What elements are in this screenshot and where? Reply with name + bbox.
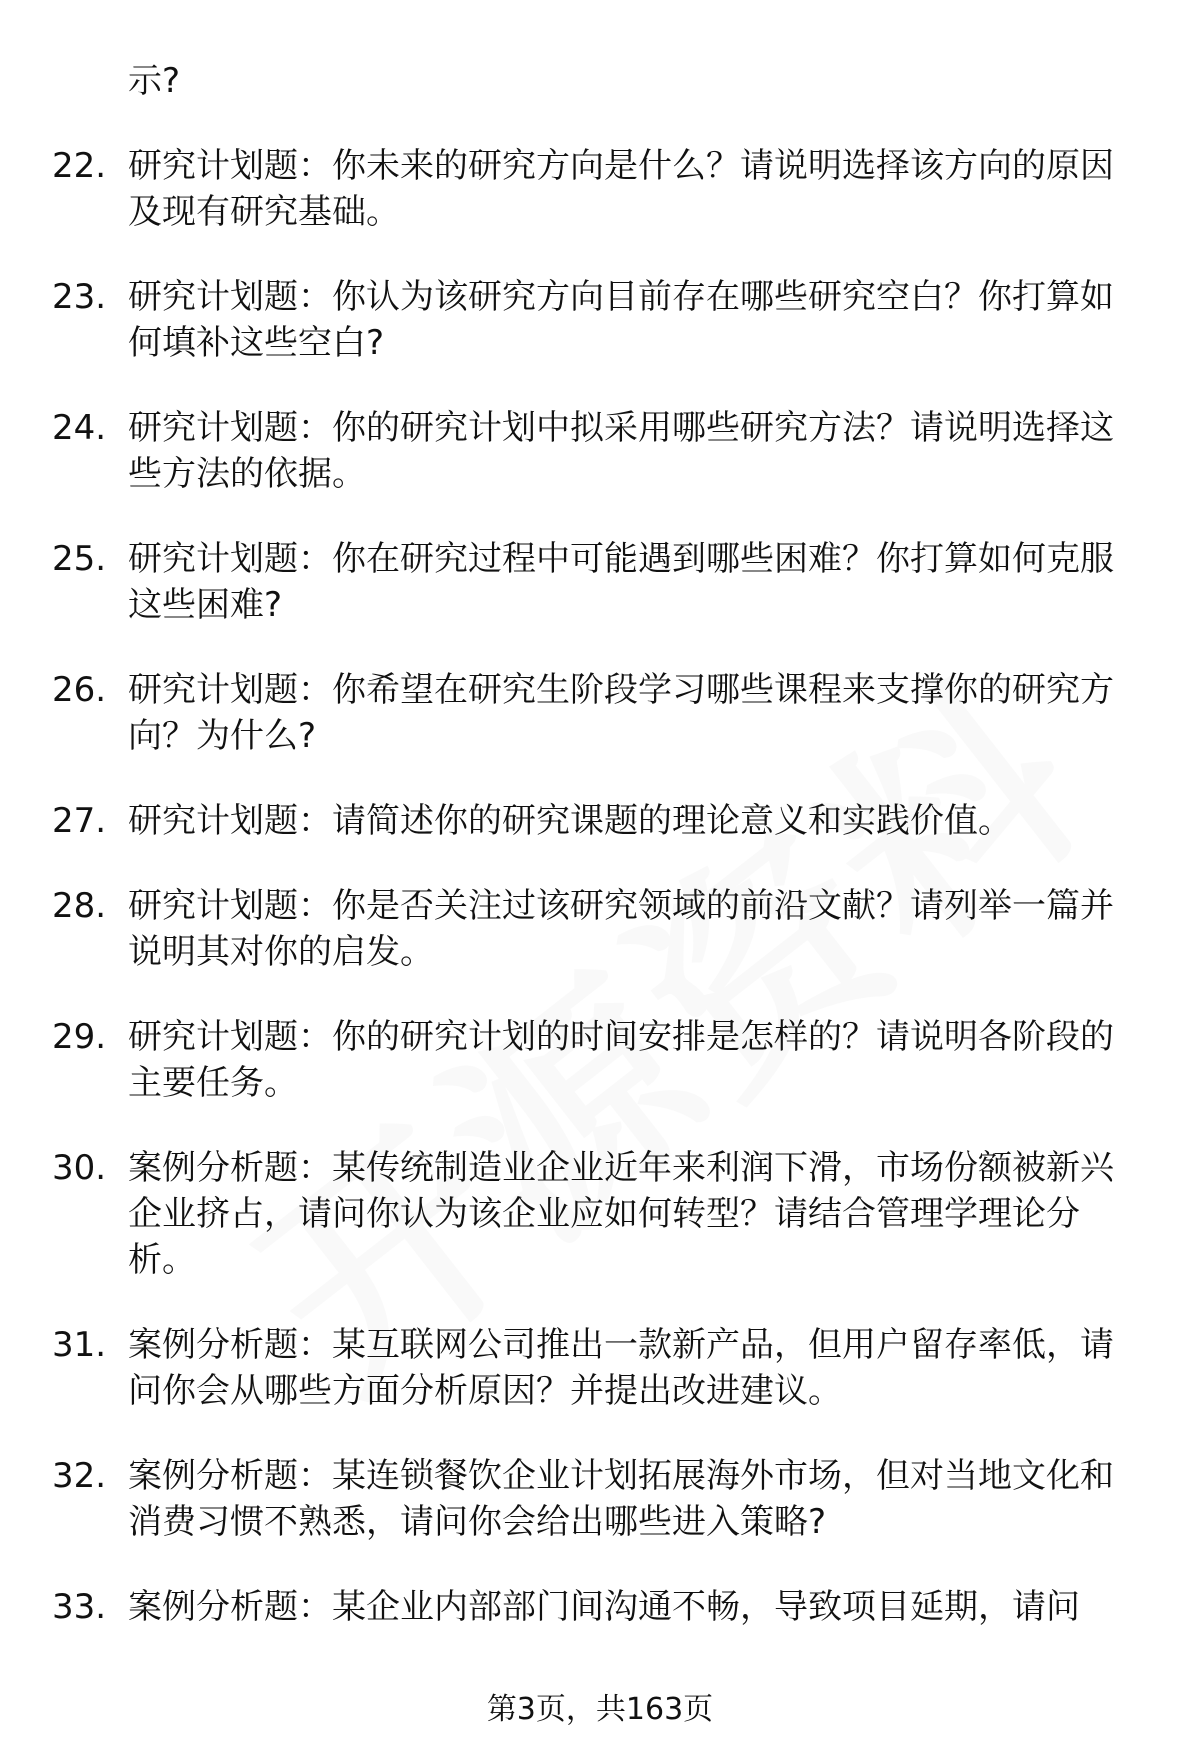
question-item (52, 1453, 1142, 1545)
continuation-text: 示? (128, 61, 181, 101)
question-text: 研究计划题：你是否关注过该研究领域的前沿文献？请列举一篇并说明其对你的启发。 (128, 886, 1114, 972)
page-footer: 第3页，共163页 (486, 1692, 714, 1727)
question-item (52, 667, 1142, 759)
question-item (52, 883, 1142, 975)
question-number: 28. (52, 886, 107, 926)
question-item (52, 274, 1142, 366)
question-list (52, 58, 1142, 1669)
question-item (52, 143, 1142, 235)
question-text: 案例分析题：某连锁餐饮企业计划拓展海外市场，但对当地文化和消费习惯不熟悉，请问你会给出哪些进入策略? (128, 1456, 1114, 1542)
question-item (52, 405, 1142, 497)
question-item (52, 1322, 1142, 1414)
question-text: 案例分析题：某传统制造业企业近年来利润下滑，市场份额被新兴企业挤占，请问你认为该企业应如何转型？请结合管理学理论分析。 (128, 1148, 1114, 1280)
question-number: 24. (52, 408, 107, 448)
question-number: 22. (52, 146, 107, 186)
question-text: 案例分析题：某企业内部部门间沟通不畅，导致项目延期，请问 (128, 1587, 1080, 1627)
question-item (52, 1145, 1142, 1283)
question-number: 27. (52, 801, 107, 841)
question-number: 30. (52, 1148, 107, 1188)
question-number: 26. (52, 670, 107, 710)
question-text: 研究计划题：你认为该研究方向目前存在哪些研究空白？你打算如何填补这些空白? (128, 277, 1114, 363)
question-text: 研究计划题：你希望在研究生阶段学习哪些课程来支撑你的研究方向？为什么? (128, 670, 1114, 756)
question-number: 23. (52, 277, 107, 317)
question-text: 研究计划题：你在研究过程中可能遇到哪些困难？你打算如何克服这些困难? (128, 539, 1114, 625)
question-number: 25. (52, 539, 107, 579)
question-item (52, 536, 1142, 628)
question-item (52, 798, 1142, 844)
question-text: 研究计划题：你的研究计划的时间安排是怎样的？请说明各阶段的主要任务。 (128, 1017, 1114, 1103)
question-number: 33. (52, 1587, 107, 1627)
question-text: 案例分析题：某互联网公司推出一款新产品，但用户留存率低，请问你会从哪些方面分析原因？并提出改进建议。 (128, 1325, 1114, 1411)
question-number: 29. (52, 1017, 107, 1057)
question-number: 32. (52, 1456, 107, 1496)
question-text: 研究计划题：请简述你的研究课题的理论意义和实践价值。 (128, 801, 1012, 841)
question-item (52, 1014, 1142, 1106)
question-text: 研究计划题：你未来的研究方向是什么？请说明选择该方向的原因及现有研究基础。 (128, 146, 1114, 232)
question-item (52, 1584, 1142, 1630)
question-number: 31. (52, 1325, 107, 1365)
question-text: 研究计划题：你的研究计划中拟采用哪些研究方法？请说明选择这些方法的依据。 (128, 408, 1114, 494)
